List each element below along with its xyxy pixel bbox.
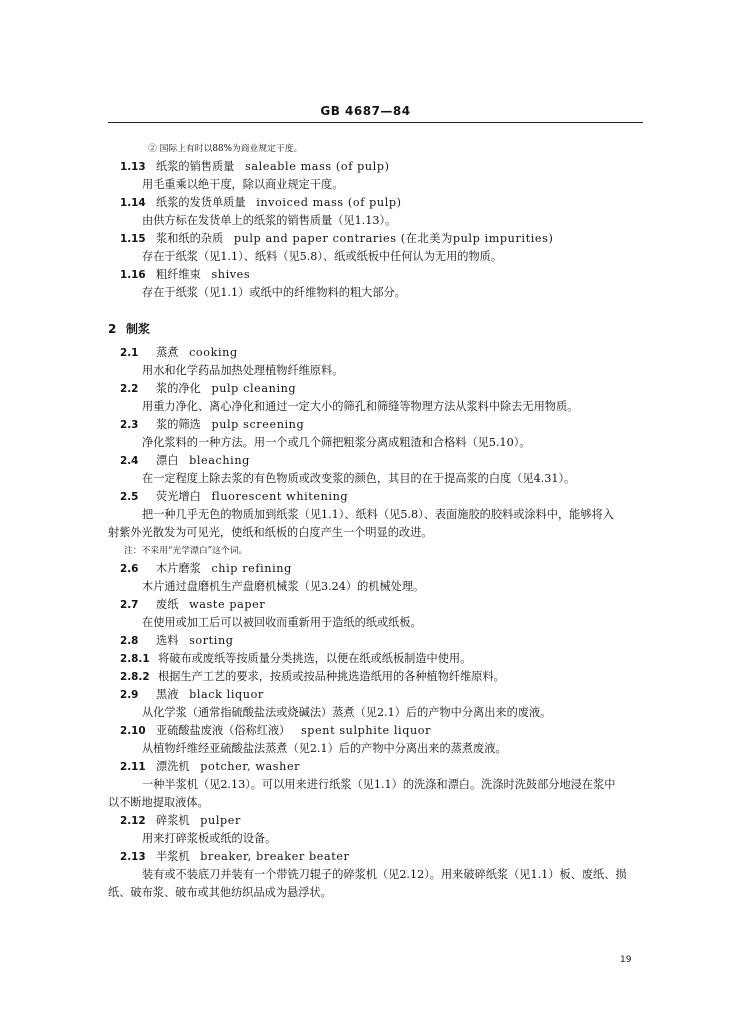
- term-english: pulp and paper contraries (在北美为pulp impurities): [233, 232, 554, 245]
- term-definition: 用重力净化、离心净化和通过一定大小的筛孔和筛缝等物理方法从浆料中除去无用物质。: [142, 400, 579, 413]
- term-definition: 存在于纸浆（见1.1）或纸中的纤维物料的粗大部分。: [142, 286, 406, 299]
- term-definition-continued: 纸、破布浆、破布或其他纺织品成为悬浮状。: [108, 886, 332, 899]
- term-heading-2-8: [108, 632, 668, 650]
- term-english: sorting: [189, 634, 234, 647]
- term-english: pulp cleaning: [211, 382, 297, 395]
- term-number: 2.3: [120, 419, 139, 431]
- term-heading-1-16: [108, 266, 668, 284]
- term-title: 荧光增白: [156, 490, 201, 503]
- term-definition: 一种半浆机（见2.13）。可以用来进行纸浆（见1.1）的洗涤和漂白。洗涤时洗鼓部分地浸在浆中: [142, 778, 616, 791]
- term-heading-2-1: [108, 344, 668, 362]
- section-number: 2: [108, 322, 117, 336]
- term-heading-2-9: [108, 686, 668, 704]
- term-heading-2-2: [108, 380, 668, 398]
- subterm-definition: 将破布或废纸等按质量分类挑选，以便在纸或纸板制造中使用。: [158, 652, 472, 665]
- term-definition: 存在于纸浆（见1.1）、纸料（见5.8）、纸或纸板中任何认为无用的物质。: [142, 250, 503, 263]
- term-english: pulp screening: [211, 418, 305, 431]
- term-title: 亚硫酸盐废液（俗称红液）: [156, 724, 291, 737]
- term-heading-1-15: [108, 230, 668, 248]
- term-english: invoiced mass (of pulp): [256, 196, 402, 209]
- term-heading-2-13: [108, 848, 668, 866]
- term-heading-2-4: [108, 452, 668, 470]
- term-title: 碎浆机: [156, 814, 190, 827]
- term-english: cooking: [189, 346, 238, 359]
- term-number: 2.6: [120, 563, 139, 575]
- term-definition: 木片通过盘磨机生产盘磨机械浆（见3.24）的机械处理。: [142, 580, 425, 593]
- term-number: 2.12: [120, 815, 146, 827]
- term-title: 浆的净化: [156, 382, 201, 395]
- term-number: 2.2: [120, 383, 139, 395]
- term-english: saleable mass (of pulp): [245, 160, 390, 173]
- term-title: 纸浆的销售质量: [156, 160, 235, 173]
- subterm-2-8-1: [108, 650, 668, 668]
- term-heading-2-7: [108, 596, 668, 614]
- subterm-2-8-2: [108, 668, 668, 686]
- term-english: potcher, washer: [200, 760, 301, 773]
- term-note: 注：不采用“光学漂白”这个词。: [124, 546, 248, 556]
- top-note: ② 国际上有时以88%为商业规定干度。: [148, 144, 303, 154]
- term-definition: 由供方标在发货单上的纸浆的销售质量（见1.13）。: [142, 214, 397, 227]
- section-title: 制浆: [126, 322, 151, 336]
- term-title: 木片磨浆: [156, 562, 201, 575]
- term-title: 半浆机: [156, 850, 190, 863]
- term-number: 2.1: [120, 347, 139, 359]
- term-definition: 净化浆料的一种方法。用一个或几个筛把粗浆分离成粗渣和合格料（见5.10）。: [142, 436, 531, 449]
- term-definition: 用毛重乘以绝干度，除以商业规定干度。: [142, 178, 344, 191]
- term-definition: 把一种几乎无色的物质加到纸浆（见1.1）、纸料（见5.8）、表面施胶的胶料或涂料中，能够将入: [142, 508, 614, 521]
- term-english: fluorescent whitening: [211, 490, 349, 503]
- term-heading-1-14: [108, 194, 668, 212]
- term-english: pulper: [200, 814, 241, 827]
- term-heading-2-5: [108, 488, 668, 506]
- term-english: bleaching: [189, 454, 250, 467]
- term-number: 1.16: [120, 269, 146, 281]
- term-number: 2.10: [120, 725, 146, 737]
- term-heading-2-10: [108, 722, 668, 740]
- term-title: 粗纤维束: [156, 268, 201, 281]
- term-definition-continued: 以不断地提取液体。: [108, 796, 209, 809]
- term-heading-2-3: [108, 416, 668, 434]
- term-heading-1-13: [108, 158, 668, 176]
- term-title: 黑液: [156, 688, 179, 701]
- term-title: 纸浆的发货单质量: [156, 196, 246, 209]
- standard-header: GB 4687—84: [320, 104, 411, 118]
- term-definition: 在使用或加工后可以被回收而重新用于造纸的纸或纸板。: [142, 616, 422, 629]
- term-definition-continued: 射紫外光散发为可见光，使纸和纸板的白度产生一个明显的改进。: [108, 526, 433, 539]
- header-rule: [108, 122, 643, 123]
- subterm-definition: 根据生产工艺的要求，按质或按品种挑选造纸用的各种植物纤维原料。: [158, 670, 505, 683]
- subterm-number: 2.8.1: [120, 653, 150, 665]
- term-title: 浆和纸的杂质: [156, 232, 224, 245]
- document-body: [108, 140, 668, 902]
- term-definition: 装有或不装底刀并装有一个带铣刀辊子的碎浆机（见2.12）。用来破碎纸浆（见1.1）板、废纸、损: [142, 868, 627, 881]
- term-english: chip refining: [211, 562, 292, 575]
- term-title: 选料: [156, 634, 179, 647]
- term-english: breaker, breaker beater: [200, 850, 350, 863]
- term-definition: 从化学浆（通常指硫酸盐法或烧碱法）蒸煮（见2.1）后的产物中分离出来的废液。: [142, 706, 552, 719]
- term-title: 漂洗机: [156, 760, 190, 773]
- term-number: 2.9: [120, 689, 139, 701]
- term-definition: 用水和化学药品加热处理植物纤维原料。: [142, 364, 344, 377]
- page-number: 19: [620, 955, 632, 965]
- term-number: 2.11: [120, 761, 146, 773]
- subterm-number: 2.8.2: [120, 671, 150, 683]
- term-number: 2.4: [120, 455, 139, 467]
- term-heading-2-11: [108, 758, 668, 776]
- term-definition: 在一定程度上除去浆的有色物质或改变浆的颜色，其目的在于提高浆的白度（见4.31）。: [142, 472, 576, 485]
- term-english: spent sulphite liquor: [300, 724, 432, 737]
- term-definition: 用来打碎浆板或纸的设备。: [142, 832, 277, 845]
- term-english: shives: [211, 268, 251, 281]
- term-title: 浆的筛选: [156, 418, 201, 431]
- term-number: 1.15: [120, 233, 146, 245]
- term-number: 2.8: [120, 635, 139, 647]
- term-heading-2-12: [108, 812, 668, 830]
- term-title: 废纸: [156, 598, 179, 611]
- term-title: 蒸煮: [156, 346, 179, 359]
- term-number: 2.5: [120, 491, 139, 503]
- term-heading-2-6: [108, 560, 668, 578]
- term-number: 2.7: [120, 599, 139, 611]
- term-definition: 从植物纤维经亚硫酸盐法蒸煮（见2.1）后的产物中分离出来的蒸煮废液。: [142, 742, 507, 755]
- term-english: waste paper: [189, 598, 266, 611]
- term-title: 漂白: [156, 454, 179, 467]
- term-number: 1.14: [120, 197, 146, 209]
- term-number: 1.13: [120, 161, 146, 173]
- term-number: 2.13: [120, 851, 146, 863]
- term-english: black liquor: [189, 688, 264, 701]
- section-heading-2: [108, 320, 668, 338]
